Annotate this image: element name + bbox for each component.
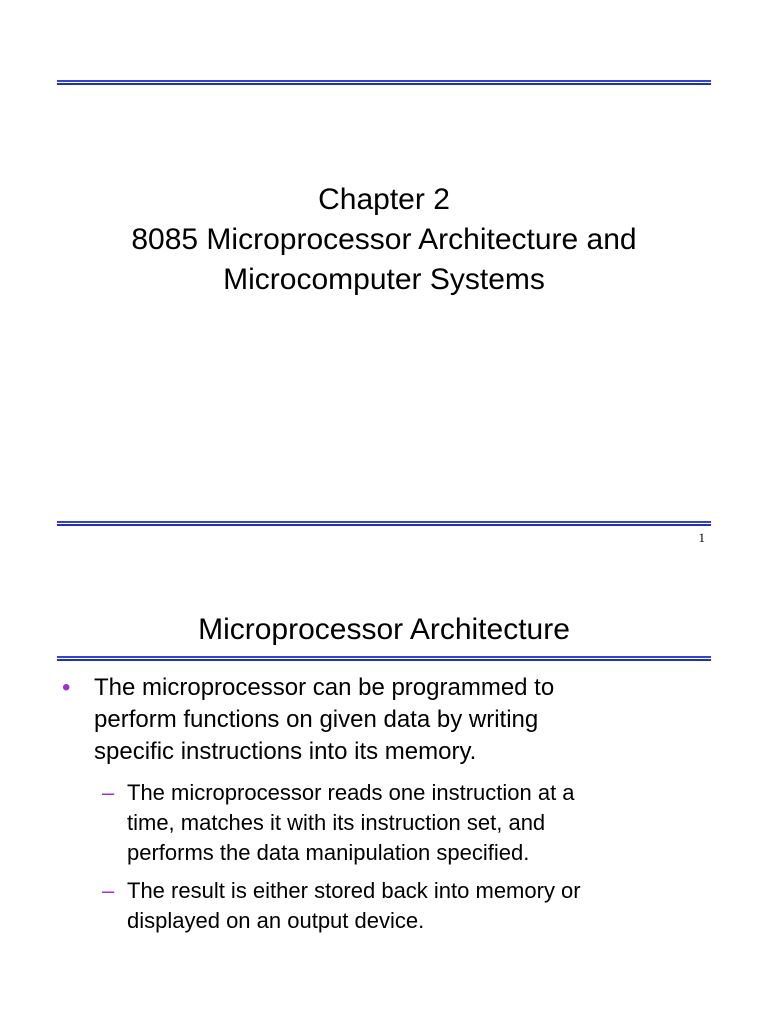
bottom-rule-line-2 <box>57 524 711 526</box>
main-bullet-line-1: The microprocessor can be programmed to <box>94 674 555 701</box>
dash-marker: – <box>102 878 115 903</box>
bottom-rule <box>57 521 711 526</box>
top-rule-line-2 <box>57 83 711 85</box>
sub-bullet-text <box>127 778 712 868</box>
top-rule <box>57 80 711 85</box>
title-underline-line-1 <box>57 656 711 658</box>
title-underline-rule <box>57 656 711 661</box>
chapter-title-line-3: Microcomputer Systems <box>223 263 545 296</box>
dash-marker: – <box>102 780 115 805</box>
sub-bullet-2-line-1: The result is either stored back into memory or <box>127 878 581 903</box>
sub-bullet-item <box>102 778 712 868</box>
chapter-title-line-2: 8085 Microprocessor Architecture and <box>131 223 637 256</box>
main-bullet <box>62 672 702 768</box>
page-number: 1 <box>698 530 705 545</box>
chapter-title <box>0 180 768 300</box>
sub-bullet-2-line-2: displayed on an output device. <box>127 908 425 933</box>
main-bullet-text <box>94 672 702 768</box>
top-rule-line-1 <box>57 80 711 82</box>
sub-bullet-1-line-3: performs the data manipulation specified. <box>127 840 530 865</box>
main-bullet-line-3: specific instructions into its memory. <box>94 738 477 765</box>
sub-bullet-list <box>102 778 712 944</box>
title-underline-line-2 <box>57 659 711 661</box>
sub-bullet-item <box>102 876 712 936</box>
slide-title: Microprocessor Architecture <box>198 613 570 646</box>
sub-bullet-1-line-1: The microprocessor reads one instruction at a <box>127 780 575 805</box>
bullet-marker: • <box>62 674 71 701</box>
sub-bullet-1-line-2: time, matches it with its instruction set, and <box>127 810 546 835</box>
main-bullet-line-2: perform functions on given data by writing <box>94 706 539 733</box>
bottom-rule-line-1 <box>57 521 711 523</box>
chapter-title-line-1: Chapter 2 <box>318 183 450 216</box>
sub-bullet-text <box>127 876 712 936</box>
